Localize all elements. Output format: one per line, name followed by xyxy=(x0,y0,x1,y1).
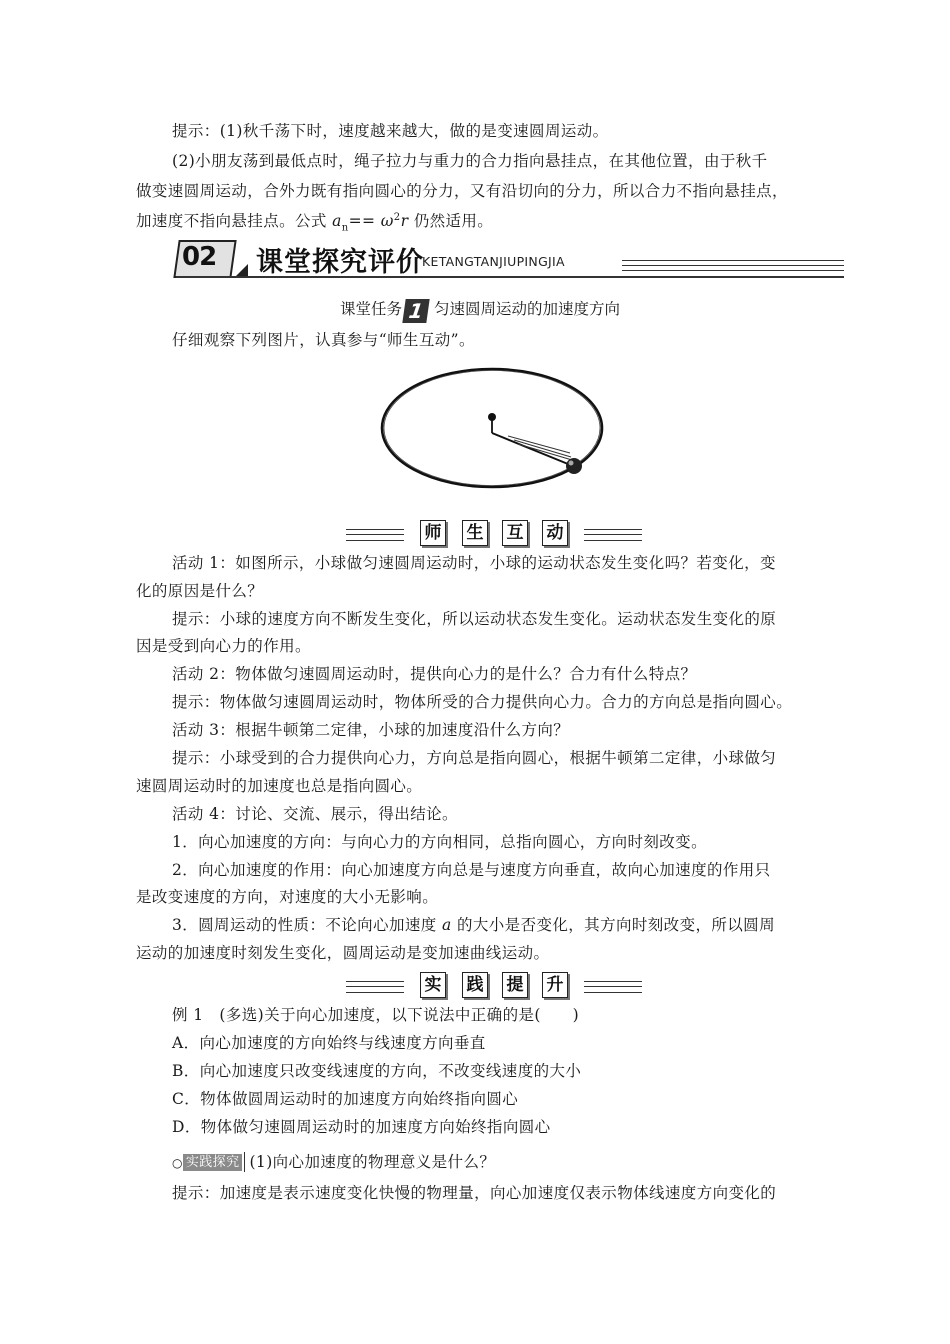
hint-2-line-3-text: 加速度不指向悬挂点。公式 xyxy=(136,212,333,231)
section-title: 课堂探究评价 xyxy=(256,247,424,278)
section-banner xyxy=(176,236,844,282)
hint-activity-1-line-1: 提示：小球的速度方向不断发生变化，所以运动状态发生变化。运动状态发生变化的原 xyxy=(172,610,777,628)
hint-1: 提示：(1)秋千荡下时，速度越来越大，做的是变速圆周运动。 xyxy=(172,122,609,140)
conclusion-3-line-1 xyxy=(172,915,775,935)
banner-triangle xyxy=(234,250,248,278)
formula-r: r xyxy=(400,212,409,231)
conclusion-2-line-1: 2．向心加速度的作用：向心加速度方向总是与速度方向垂直，故向心加速度的作用只 xyxy=(172,861,771,879)
heading-char-4: 动 xyxy=(542,520,568,546)
banner-rule-2 xyxy=(622,265,844,266)
formula-sup-2: 2 xyxy=(393,212,401,223)
task-number: 1 xyxy=(402,299,429,323)
heading-char-1: 实 xyxy=(420,972,446,998)
string-line xyxy=(492,433,568,464)
heading-char-1: 师 xyxy=(420,520,446,546)
formula-omega: ω xyxy=(380,212,394,231)
activity-4: 活动 4：讨论、交流、展示，得出结论。 xyxy=(172,805,458,823)
activity-2: 活动 2：物体做匀速圆周运动时，提供向心力的是什么？合力有什么特点？ xyxy=(172,665,697,683)
ball-highlight xyxy=(569,461,574,466)
banner-bottom-rule xyxy=(176,276,844,278)
option-a: A．向心加速度的方向始终与线速度方向垂直 xyxy=(172,1034,486,1052)
conclusion-2-line-2: 是改变速度的方向，对速度的大小无影响。 xyxy=(136,888,439,906)
task-prefix: 课堂任务 xyxy=(340,300,403,318)
conclusion-3-text-end: 的大小是否变化，其方向时刻改变，所以圆周 xyxy=(451,916,775,934)
bullet-icon: ○ xyxy=(172,1156,183,1170)
practice-tag: 实践探究 xyxy=(183,1154,243,1171)
practice-tag-wrap xyxy=(183,1152,246,1172)
activity-1-line-1: 活动 1：如图所示，小球做匀速圆周运动时，小球的运动状态发生变化吗？若变化，变 xyxy=(172,554,776,572)
banner-rule-3 xyxy=(622,270,844,271)
option-d: D．物体做匀速圆周运动时的加速度方向始终指向圆心 xyxy=(172,1118,551,1136)
conclusion-3-line-2: 运动的加速度时刻发生变化，圆周运动是变加速曲线运动。 xyxy=(136,944,550,962)
hint-activity-1-line-2: 因是受到向心力的作用。 xyxy=(136,637,311,655)
heading-char-2: 践 xyxy=(462,972,488,998)
formula-sub-n: n xyxy=(341,222,349,234)
heading-char-3: 提 xyxy=(502,972,528,998)
hint-2-line-3-end: 仍然适用。 xyxy=(408,212,494,231)
section-number: 02 xyxy=(182,242,217,272)
heading-rule-right xyxy=(584,529,642,541)
hint-2-line-3 xyxy=(136,208,493,238)
task-title: 匀速圆周运动的加速度方向 xyxy=(434,300,621,318)
heading-char-2: 生 xyxy=(462,520,488,546)
teacher-student-interaction-heading xyxy=(346,520,644,550)
banner-rule-1 xyxy=(622,260,844,261)
hint-activity-3-line-1: 提示：小球受到的合力提供向心力，方向总是指向圆心，根据牛顿第二定律，小球做匀 xyxy=(172,749,777,767)
heading-rule-right xyxy=(584,981,642,993)
example-stem: 例 1 (多选)关于向心加速度，以下说法中正确的是( ) xyxy=(172,1006,580,1024)
hint-activity-2: 提示：物体做匀速圆周运动时，物体所受的合力提供向心力。合力的方向总是指向圆心。 xyxy=(172,693,793,711)
hint-2-line-1: (2)小朋友荡到最低点时，绳子拉力与重力的合力指向悬挂点，在其他位置，由于秋千 xyxy=(172,152,768,170)
option-b: B．向心加速度只改变线速度的方向，不改变线速度的大小 xyxy=(172,1062,582,1080)
hint-2-line-2: 做变速圆周运动，合外力既有指向圆心的分力，又有沿切向的分力，所以合力不指向悬挂点， xyxy=(136,182,788,200)
practice-question-text: (1)向心加速度的物理意义是什么？ xyxy=(249,1153,496,1171)
heading-char-3: 互 xyxy=(502,520,528,546)
variable-a: a xyxy=(442,916,452,934)
heading-char-4: 升 xyxy=(542,972,568,998)
formula-equals: == xyxy=(348,212,381,231)
conclusion-3-text: 3．圆周运动的性质：不论向心加速度 xyxy=(172,916,442,934)
activity-1-line-2: 化的原因是什么？ xyxy=(136,582,264,600)
section-pinyin: KETANGTANJIUPINGJIA xyxy=(422,254,565,269)
formula-a: a xyxy=(332,212,342,231)
heading-rule-left xyxy=(346,981,404,993)
conclusion-1: 1．向心加速度的方向：与向心力的方向相同，总指向圆心，方向时刻改变。 xyxy=(172,833,707,851)
practice-question-1 xyxy=(172,1152,495,1173)
task-heading xyxy=(340,298,620,323)
circular-motion-figure xyxy=(368,356,616,504)
hint-activity-3-line-2: 速圆周运动时的加速度也总是指向圆心。 xyxy=(136,777,423,795)
practice-hint-1: 提示：加速度是表示速度变化快慢的物理量，向心加速度仅表示物体线速度方向变化的 xyxy=(172,1184,777,1202)
ball xyxy=(566,458,582,474)
heading-rule-left xyxy=(346,529,404,541)
practice-improvement-heading xyxy=(346,972,644,1002)
observe-instruction: 仔细观察下列图片，认真参与“师生互动”。 xyxy=(172,331,475,349)
option-c: C．物体做圆周运动时的加速度方向始终指向圆心 xyxy=(172,1090,519,1108)
activity-3: 活动 3：根据牛顿第二定律，小球的加速度沿什么方向？ xyxy=(172,721,570,739)
